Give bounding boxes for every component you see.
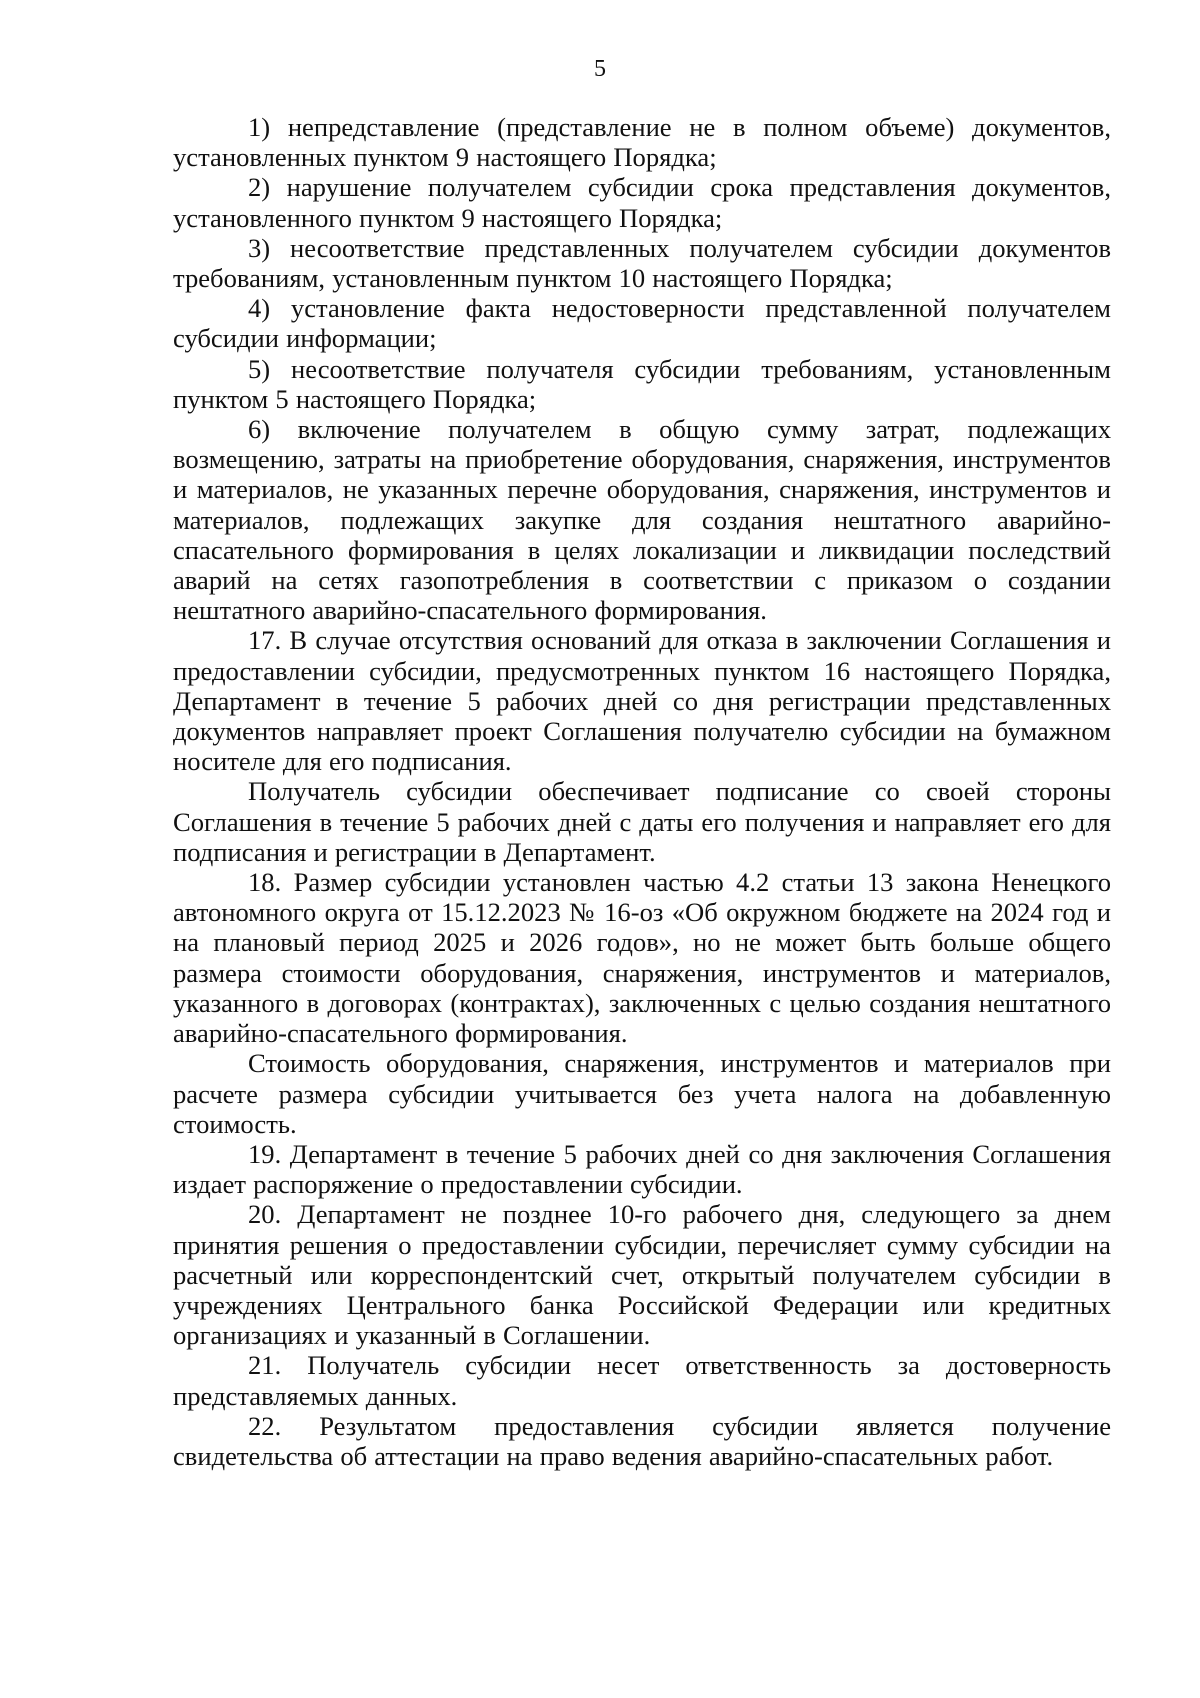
paragraph-item-4: 4) установление факта недостоверности представленной получателем субсидии информации; (173, 293, 1111, 354)
paragraph-clause-17: 17. В случае отсутствия оснований для отказа в заключении Соглашения и предоставлении субсидии, предусмотренных пунктом 16 настоящего Порядка, Департамент в течение 5 рабочих дней со дня регистрации представленных документов направляет проект Соглашения получателю субсидии на бумажном носителе для его подписания. (173, 625, 1111, 777)
paragraph-clause-18-cost: Стоимость оборудования, снаряжения, инструментов и материалов при расчете размера субсидии учитывается без учета налога на добавленную стоимость. (173, 1048, 1111, 1139)
paragraph-item-3: 3) несоответствие представленных получателем субсидии документов требованиям, установленным пунктом 10 настоящего Порядка; (173, 232, 1111, 294)
paragraph-clause-19: 19. Департамент в течение 5 рабочих дней со дня заключения Соглашения издает распоряжение о предоставлении субсидии. (173, 1138, 1111, 1200)
paragraph-clause-21: 21. Получатель субсидии несет ответственность за достоверность представляемых данных. (173, 1350, 1111, 1411)
paragraph-item-2: 2) нарушение получателем субсидии срока представления документов, установленного пунктом 9 настоящего Порядка; (173, 172, 1111, 233)
paragraph-clause-17-signing: Получатель субсидии обеспечивает подписание со своей стороны Соглашения в течение 5 рабочих дней с даты его получения и направляет его для подписания и регистрации в Департамент. (173, 776, 1111, 867)
paragraph-clause-22: 22. Результатом предоставления субсидии является получение свидетельства об аттестации на право ведения аварийно-спасательных работ. (173, 1410, 1111, 1471)
page-number: 5 (594, 56, 606, 82)
paragraph-item-1: 1) непредставление (представление не в полном объеме) документов, установленных пунктом 9 настоящего Порядка; (173, 112, 1111, 173)
paragraph-clause-20: 20. Департамент не позднее 10-го рабочего дня, следующего за днем принятия решения о предоставлении субсидии, перечисляет сумму субсидии на расчетный или корреспондентский счет, открытый получателем субсидии в учреждениях Центрального банка Российской Федерации или кредитных организациях и указанный в Соглашении. (173, 1199, 1111, 1351)
paragraph-item-6: 6) включение получателем в общую сумму затрат, подлежащих возмещению, затраты на приобретение оборудования, снаряжения, инструментов и материалов, не указанных перечне оборудования, снаряжения, инструментов и материалов, подлежащих закупке для создания нештатного аварийно-спасательного формирования в целях локализации и ликвидации последствий аварий на сетях газопотребления в соответствии с приказом о создании нештатного аварийно-спасательного формирования. (173, 414, 1111, 626)
paragraph-clause-18: 18. Размер субсидии установлен частью 4.2 статьи 13 закона Ненецкого автономного округа от 15.12.2023 № 16-оз «Об окружном бюджете на 2024 год и на плановый период 2025 и 2026 годов», но не может быть больше общего размера стоимости оборудования, снаряжения, инструментов и материалов, указанного в договорах (контрактах), заключенных с целью создания нештатного аварийно-спасательного формирования. (173, 867, 1111, 1049)
document-body (173, 112, 1111, 1471)
paragraph-item-5: 5) несоответствие получателя субсидии требованиям, установленным пунктом 5 настоящего Порядка; (173, 353, 1111, 414)
